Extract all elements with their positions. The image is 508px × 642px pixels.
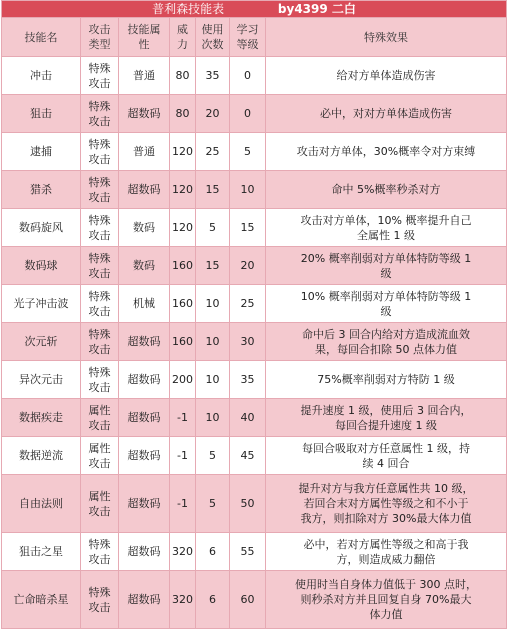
skill-type: 特殊 攻击	[81, 57, 119, 95]
table-row	[2, 475, 507, 533]
skill-power: 120	[170, 133, 196, 171]
header-power: 威 力	[170, 18, 196, 57]
skill-name: 亡命暗杀星	[2, 571, 81, 629]
skill-power: 80	[170, 95, 196, 133]
skill-level: 60	[230, 571, 266, 629]
skill-name: 数据疾走	[2, 399, 81, 437]
table-byline: by4399 二白	[277, 1, 356, 16]
header-level: 学习 等级	[230, 18, 266, 57]
skill-effect: 提升对方与我方任意属性共 10 级， 若回合末对方属性等级之和不小于 我方，则扣除对方 30%最大体力值	[266, 475, 507, 533]
table-row	[2, 57, 507, 95]
skill-table-container	[1, 0, 507, 629]
skill-power: -1	[170, 399, 196, 437]
skill-name: 猎杀	[2, 171, 81, 209]
skill-level: 10	[230, 171, 266, 209]
skill-power: 200	[170, 361, 196, 399]
skill-power: -1	[170, 475, 196, 533]
skill-name: 数据逆流	[2, 437, 81, 475]
skill-name: 异次元击	[2, 361, 81, 399]
skill-type: 属性 攻击	[81, 475, 119, 533]
skill-type: 属性 攻击	[81, 399, 119, 437]
skill-uses: 35	[196, 57, 230, 95]
skill-name: 自由法则	[2, 475, 81, 533]
skill-effect: 命中后 3 回合内给对方造成流血效 果，每回合扣除 50 点体力值	[266, 323, 507, 361]
skill-level: 25	[230, 285, 266, 323]
skill-name: 数码旋风	[2, 209, 81, 247]
skill-type: 特殊 攻击	[81, 171, 119, 209]
skill-attr: 超数码	[119, 475, 170, 533]
skill-level: 40	[230, 399, 266, 437]
skill-level: 30	[230, 323, 266, 361]
skill-attr: 普通	[119, 57, 170, 95]
skill-effect: 每回合吸取对方任意属性 1 级，持 续 4 回合	[266, 437, 507, 475]
skill-power: 160	[170, 323, 196, 361]
skill-effect: 提升速度 1 级，使用后 3 回合内， 每回合提升速度 1 级	[266, 399, 507, 437]
skill-power: -1	[170, 437, 196, 475]
skill-level: 55	[230, 533, 266, 571]
skill-effect: 攻击对方单体，30%概率令对方束缚	[266, 133, 507, 171]
table-row	[2, 209, 507, 247]
skill-type: 特殊 攻击	[81, 571, 119, 629]
skill-power: 120	[170, 171, 196, 209]
skill-level: 20	[230, 247, 266, 285]
skill-type: 特殊 攻击	[81, 247, 119, 285]
table-row	[2, 361, 507, 399]
skill-name: 逮捕	[2, 133, 81, 171]
skill-name: 次元斩	[2, 323, 81, 361]
skill-effect: 给对方单体造成伤害	[266, 57, 507, 95]
skill-name: 冲击	[2, 57, 81, 95]
table-row	[2, 95, 507, 133]
skill-name: 狙击之星	[2, 533, 81, 571]
skill-type: 特殊 攻击	[81, 133, 119, 171]
table-row	[2, 323, 507, 361]
skill-uses: 10	[196, 399, 230, 437]
skill-type: 特殊 攻击	[81, 361, 119, 399]
skill-table	[1, 0, 507, 629]
skill-effect: 10% 概率削弱对方单体特防等级 1 级	[266, 285, 507, 323]
table-row	[2, 133, 507, 171]
skill-attr: 超数码	[119, 533, 170, 571]
header-uses: 使用 次数	[196, 18, 230, 57]
skill-type: 特殊 攻击	[81, 209, 119, 247]
skill-name: 狙击	[2, 95, 81, 133]
skill-effect: 命中 5%概率秒杀对方	[266, 171, 507, 209]
skill-type: 特殊 攻击	[81, 285, 119, 323]
skill-attr: 数码	[119, 209, 170, 247]
skill-name: 光子冲击波	[2, 285, 81, 323]
skill-level: 50	[230, 475, 266, 533]
skill-attr: 数码	[119, 247, 170, 285]
skill-attr: 超数码	[119, 571, 170, 629]
skill-uses: 15	[196, 247, 230, 285]
skill-effect: 使用时当自身体力值低于 300 点时， 则秒杀对方并且回复自身 70%最大 体力值	[266, 571, 507, 629]
skill-power: 320	[170, 533, 196, 571]
skill-power: 320	[170, 571, 196, 629]
skill-uses: 10	[196, 323, 230, 361]
skill-uses: 5	[196, 209, 230, 247]
skill-uses: 6	[196, 533, 230, 571]
skill-uses: 20	[196, 95, 230, 133]
skill-uses: 6	[196, 571, 230, 629]
skill-uses: 5	[196, 437, 230, 475]
skill-uses: 25	[196, 133, 230, 171]
skill-level: 5	[230, 133, 266, 171]
skill-level: 15	[230, 209, 266, 247]
table-row	[2, 171, 507, 209]
skill-attr: 普通	[119, 133, 170, 171]
skill-attr: 超数码	[119, 437, 170, 475]
table-title: 普利森技能表	[152, 1, 225, 16]
skill-power: 80	[170, 57, 196, 95]
header-type: 攻击 类型	[81, 18, 119, 57]
table-row	[2, 247, 507, 285]
skill-uses: 10	[196, 361, 230, 399]
skill-level: 35	[230, 361, 266, 399]
skill-type: 特殊 攻击	[81, 323, 119, 361]
header-attr: 技能属 性	[119, 18, 170, 57]
table-row	[2, 533, 507, 571]
skill-effect: 75%概率削弱对方特防 1 级	[266, 361, 507, 399]
table-row	[2, 437, 507, 475]
skill-effect: 20% 概率削弱对方单体特防等级 1 级	[266, 247, 507, 285]
skill-power: 120	[170, 209, 196, 247]
table-title-cell	[2, 1, 507, 18]
skill-power: 160	[170, 247, 196, 285]
skill-level: 0	[230, 57, 266, 95]
skill-type: 特殊 攻击	[81, 95, 119, 133]
table-row	[2, 571, 507, 629]
header-effect: 特殊效果	[266, 18, 507, 57]
skill-type: 特殊 攻击	[81, 533, 119, 571]
skill-uses: 5	[196, 475, 230, 533]
skill-effect: 必中，对对方单体造成伤害	[266, 95, 507, 133]
skill-uses: 10	[196, 285, 230, 323]
skill-level: 45	[230, 437, 266, 475]
header-name: 技能名	[2, 18, 81, 57]
skill-name: 数码球	[2, 247, 81, 285]
table-row	[2, 399, 507, 437]
skill-type: 属性 攻击	[81, 437, 119, 475]
skill-uses: 15	[196, 171, 230, 209]
skill-effect: 必中，若对方属性等级之和高于我 方，则造成威力翻倍	[266, 533, 507, 571]
skill-level: 0	[230, 95, 266, 133]
skill-attr: 机械	[119, 285, 170, 323]
table-title-row	[2, 1, 507, 18]
table-header-row	[2, 18, 507, 57]
skill-attr: 超数码	[119, 361, 170, 399]
skill-attr: 超数码	[119, 171, 170, 209]
skill-attr: 超数码	[119, 95, 170, 133]
table-row	[2, 285, 507, 323]
skill-effect: 攻击对方单体，10% 概率提升自己 全属性 1 级	[266, 209, 507, 247]
skill-power: 160	[170, 285, 196, 323]
skill-attr: 超数码	[119, 323, 170, 361]
skill-attr: 超数码	[119, 399, 170, 437]
